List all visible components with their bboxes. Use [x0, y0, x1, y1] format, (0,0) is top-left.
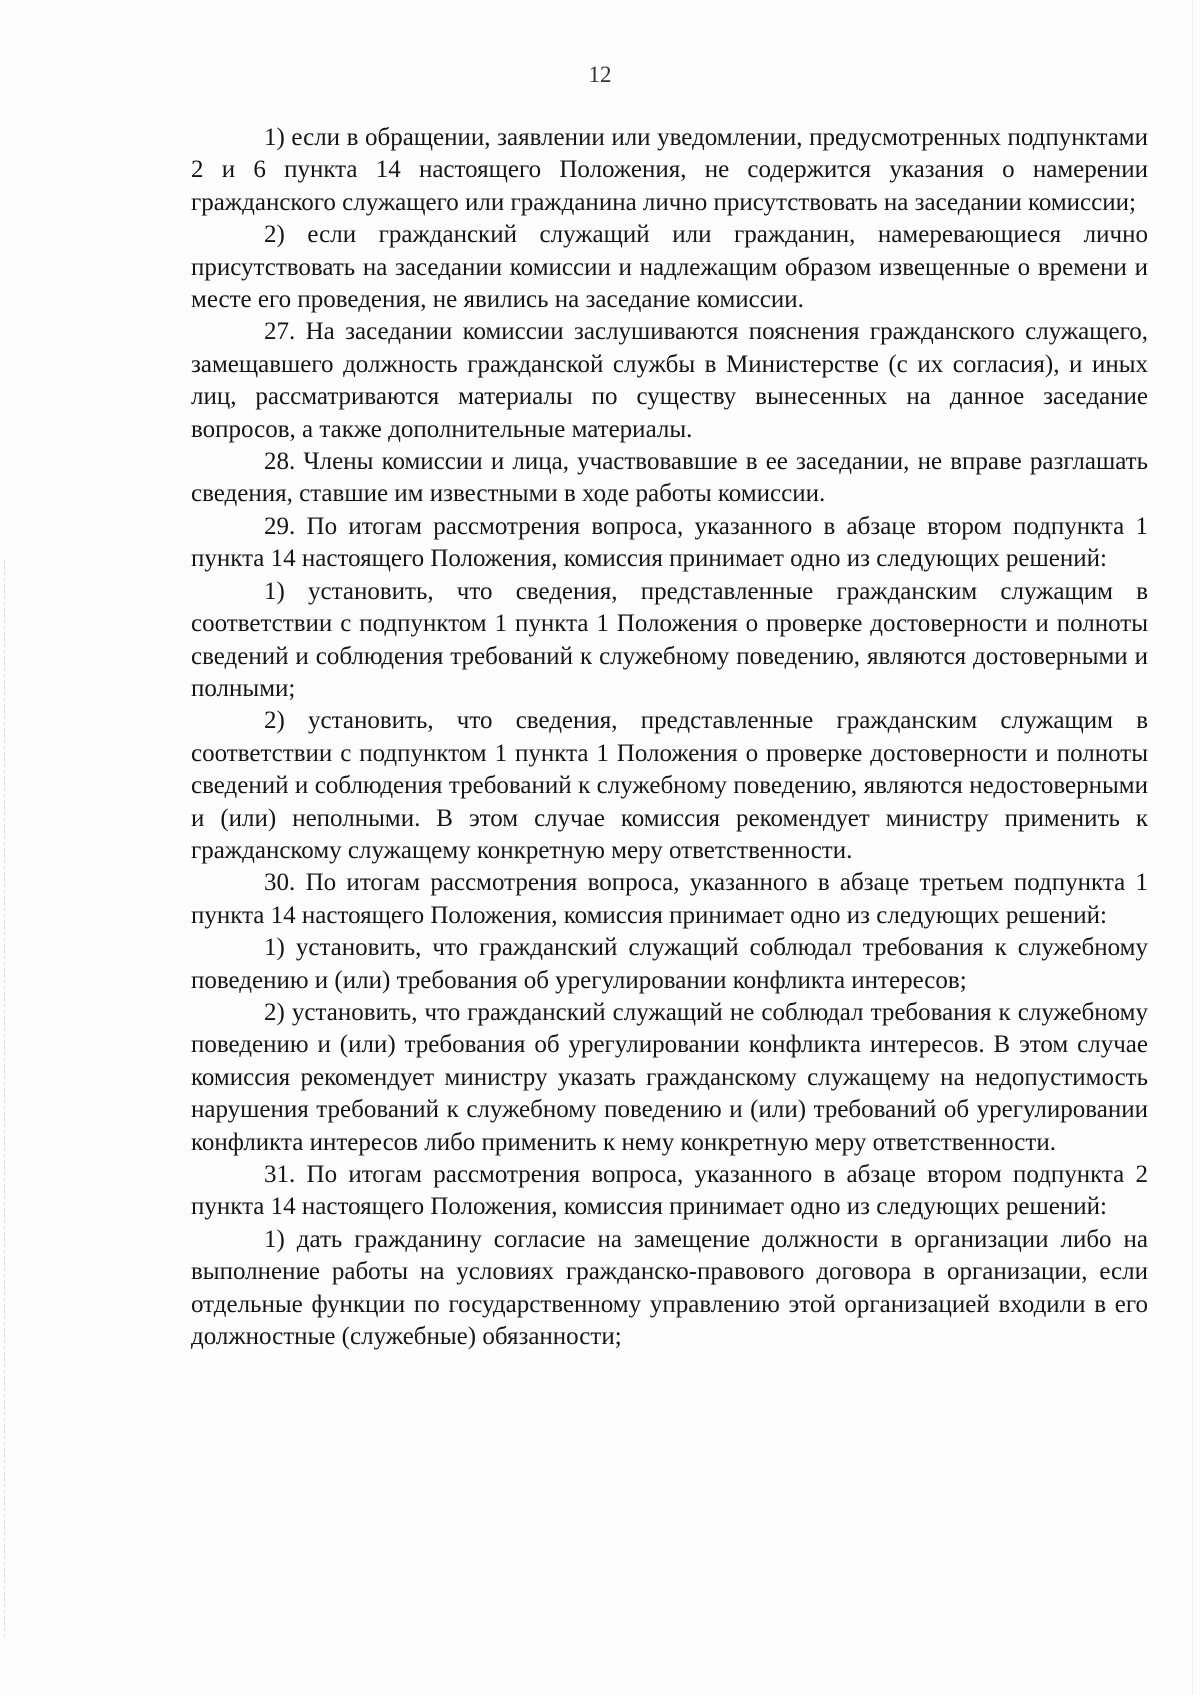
scan-edge-right	[1192, 0, 1193, 1695]
paragraph: 28. Члены комиссии и лица, участвовавшие в ее заседании, не вправе разглашать сведения, ставшие им известными в ходе работы комиссии.	[191, 448, 1148, 508]
paragraph: 1) установить, что сведения, представленные гражданским служащим в соответствии с подпунктом 1 пункта 1 Положения о проверке достоверности и полноты сведений и соблюдения требований к служебному поведению, являются достоверными и полными;	[191, 577, 1148, 702]
paragraph: 2) если гражданский служащий или гражданин, намеревающиеся лично присутствовать на заседании комиссии и надлежащим образом извещенные о времени и месте его проведения, не явились на заседание комиссии.	[191, 221, 1148, 314]
paragraph: 2) установить, что сведения, представленные гражданским служащим в соответствии с подпунктом 1 пункта 1 Положения о проверке достоверности и полноты сведений и соблюдения требований к служебному поведению, являются недостоверными и (или) неполными. В этом случае комиссия рекомендует министру применить к гражданскому служащему конкретную меру ответственности.	[191, 707, 1148, 864]
paragraph: 31. По итогам рассмотрения вопроса, указанного в абзаце втором подпункта 2 пункта 14 настоящего Положения, комиссия принимает одно из следующих решений:	[191, 1161, 1148, 1221]
paragraph: 1) если в обращении, заявлении или уведомлении, предусмотренных подпунктами 2 и 6 пункта 14 настоящего Положения, не содержится указания о намерении гражданского служащего или гражданина лично присутствовать на заседании комиссии;	[191, 124, 1148, 216]
paragraph: 27. На заседании комиссии заслушиваются пояснения гражданского служащего, замещавшего должность гражданской службы в Министерстве (с их согласия), и иных лиц, рассматриваются материалы по существу вынесенных на данное заседание вопросов, а также дополнительные материалы.	[191, 318, 1148, 443]
paragraph: 30. По итогам рассмотрения вопроса, указанного в абзаце третьем подпункта 1 пункта 14 настоящего Положения, комиссия принимает одно из следующих решений:	[191, 869, 1148, 929]
scan-edge-left	[4, 560, 5, 1640]
document-body	[191, 122, 1148, 1353]
paragraph: 2) установить, что гражданский служащий не соблюдал требования к служебному поведению и (или) требования об урегулировании конфликта интересов. В этом случае комиссия рекомендует министру указать гражданскому служащему на недопустимость нарушения требований к служебному поведению и (или) требований об урегулировании конфликта интересов либо применить к нему конкретную меру ответственности.	[191, 998, 1148, 1156]
page-number: 12	[588, 62, 612, 87]
paragraph: 1) дать гражданину согласие на замещение должности в организации либо на выполнение работы на условиях гражданско-правового договора в организации, если отдельные функции по государственному управлению этой организацией входили в его должностные (служебные) обязанности;	[191, 1225, 1148, 1351]
paragraph: 1) установить, что гражданский служащий соблюдал требования к служебному поведению и (или) требования об урегулировании конфликта интересов;	[191, 934, 1148, 994]
paragraph: 29. По итогам рассмотрения вопроса, указанного в абзаце втором подпункта 1 пункта 14 настоящего Положения, комиссия принимает одно из следующих решений:	[191, 512, 1148, 573]
